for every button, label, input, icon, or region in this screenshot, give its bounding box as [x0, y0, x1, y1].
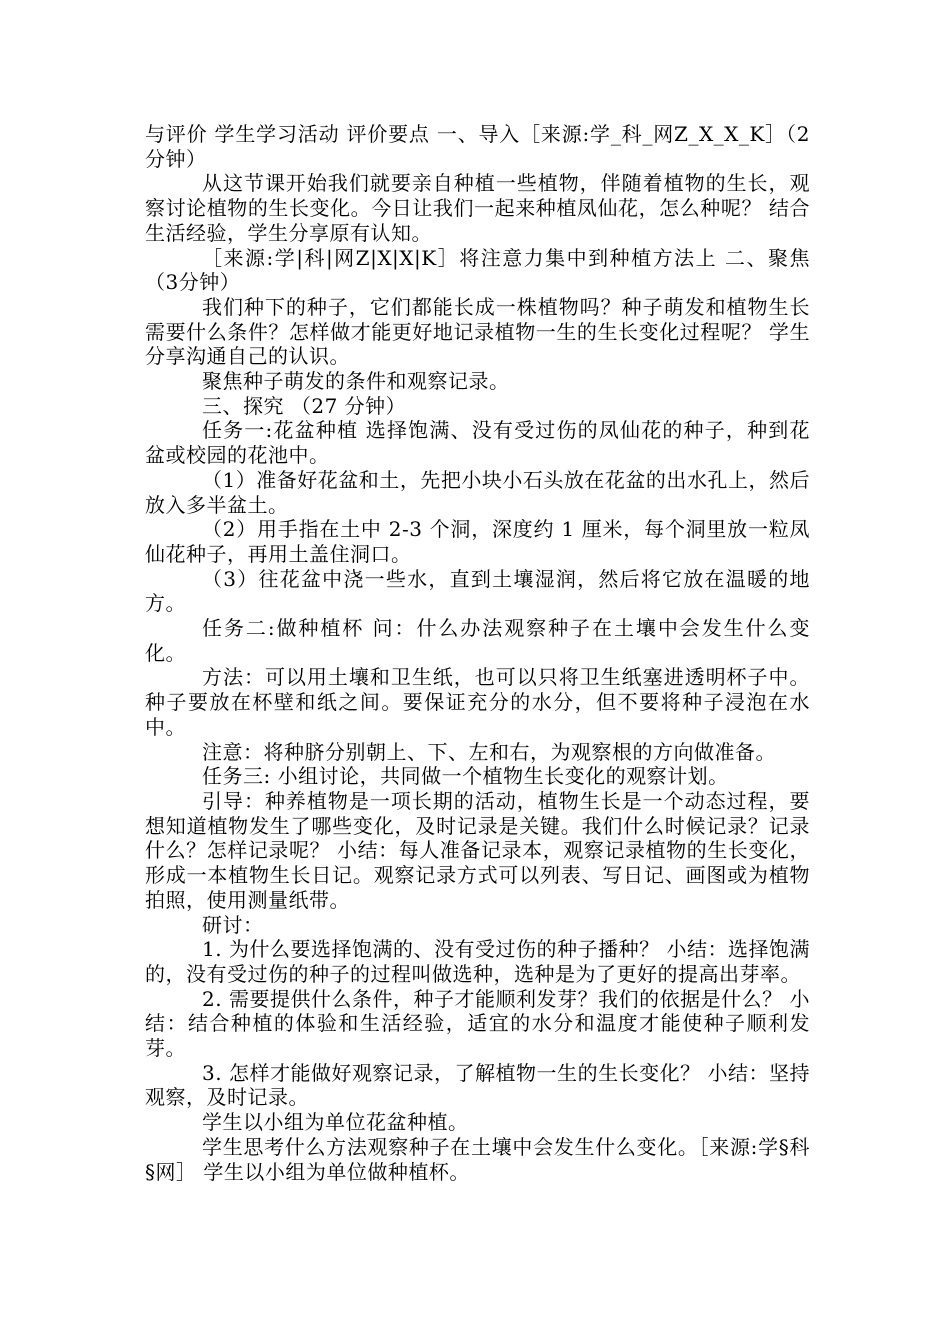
document-body — [145, 122, 810, 1184]
paragraph-discussion-heading: 研讨： — [202, 912, 264, 937]
paragraph-student-thinking: 学生思考什么方法观察种子在土壤中会发生什么变化。［来源:学§科§网］ 学生以小组为单位做种植杯。 — [145, 1134, 810, 1184]
paragraph-task-one: 任务一:花盆种植 选择饱满、没有受过伤的凤仙花的种子，种到花盆或校园的花池中。 — [145, 418, 810, 468]
paragraph-step-1: （1）准备好花盆和土，先把小块小石头放在花盆的出水孔上，然后放入多半盆土。 — [145, 467, 810, 517]
paragraph-discussion-1: 1. 为什么要选择饱满的、没有受过伤的种子播种？ 小结：选择饱满的，没有受过伤的种子的过程叫做选种，选种是为了更好的提高出芽率。 — [145, 937, 810, 986]
paragraph-discussion-2: 2. 需要提供什么条件，种子才能顺利发芽？我们的依据是什么？ 小结：结合种植的体验和生活经验，适宜的水分和温度才能使种子顺利发芽。 — [145, 986, 810, 1061]
paragraph-guide: 引导：种养植物是一项长期的活动，植物生长是一个动态过程，要想知道植物发生了哪些变化，及时记录是关键。我们什么时候记录？记录什么？怎样记录呢？ 小结：每人准备记录本，观察记录植物的生长变化，形成一本植物生长日记。观察记录方式可以列表、写日记、画图或为植物拍照，使用测量纸带。 — [145, 788, 810, 912]
paragraph-group-planting: 学生以小组为单位花盆种植。 — [202, 1110, 469, 1135]
section-heading-explore: 三、探究 （27 分钟） — [202, 393, 407, 418]
paragraph-intro-header: 与评价 学生学习活动 评价要点 一、导入［来源:学_科_网Z_X_X_K］（2 分钟） — [145, 122, 810, 171]
paragraph-discussion-3: 3. 怎样才能做好观察记录，了解植物一生的生长变化？ 小结：坚持观察，及时记录。 — [145, 1060, 810, 1110]
paragraph-intro: 从这节课开始我们就要亲自种植一些植物，伴随着植物的生长，观察讨论植物的生长变化。今日让我们一起来种植凤仙花，怎么种呢？ 结合生活经验，学生分享原有认知。 — [145, 171, 810, 245]
paragraph-focus-header: ［来源:学|科|网Z|X|X|K］将注意力集中到种植方法上 二、聚焦 （3分钟） — [145, 245, 810, 295]
paragraph-method: 方法：可以用土壤和卫生纸，也可以只将卫生纸塞进透明杯子中。种子要放在杯壁和纸之间。要保证充分的水分，但不要将种子浸泡在水中。 — [145, 665, 810, 739]
paragraph-step-3: （3）往花盆中浇一些水，直到土壤湿润，然后将它放在温暖的地方。 — [145, 566, 810, 616]
paragraph-task-two: 任务二:做种植杯 问：什么办法观察种子在土壤中会发生什么变化。 — [145, 616, 810, 665]
paragraph-step-2: （2）用手指在土中 2-3 个洞，深度约 1 厘米，每个洞里放一粒凤仙花种子，再用土盖住洞口。 — [145, 517, 810, 566]
paragraph-task-three: 任务三: 小组讨论，共同做一个植物生长变化的观察计划。 — [202, 764, 729, 789]
paragraph-note: 注意：将种脐分别朝上、下、左和右，为观察根的方向做准备。 — [202, 739, 776, 764]
paragraph-focus-summary: 聚焦种子萌发的条件和观察记录。 — [202, 369, 510, 394]
paragraph-focus-questions: 我们种下的种子，它们都能长成一株植物吗？种子萌发和植物生长需要什么条件？怎样做才能更好地记录植物一生的生长变化过程呢？ 学生分享沟通自己的认识。 — [145, 294, 810, 369]
